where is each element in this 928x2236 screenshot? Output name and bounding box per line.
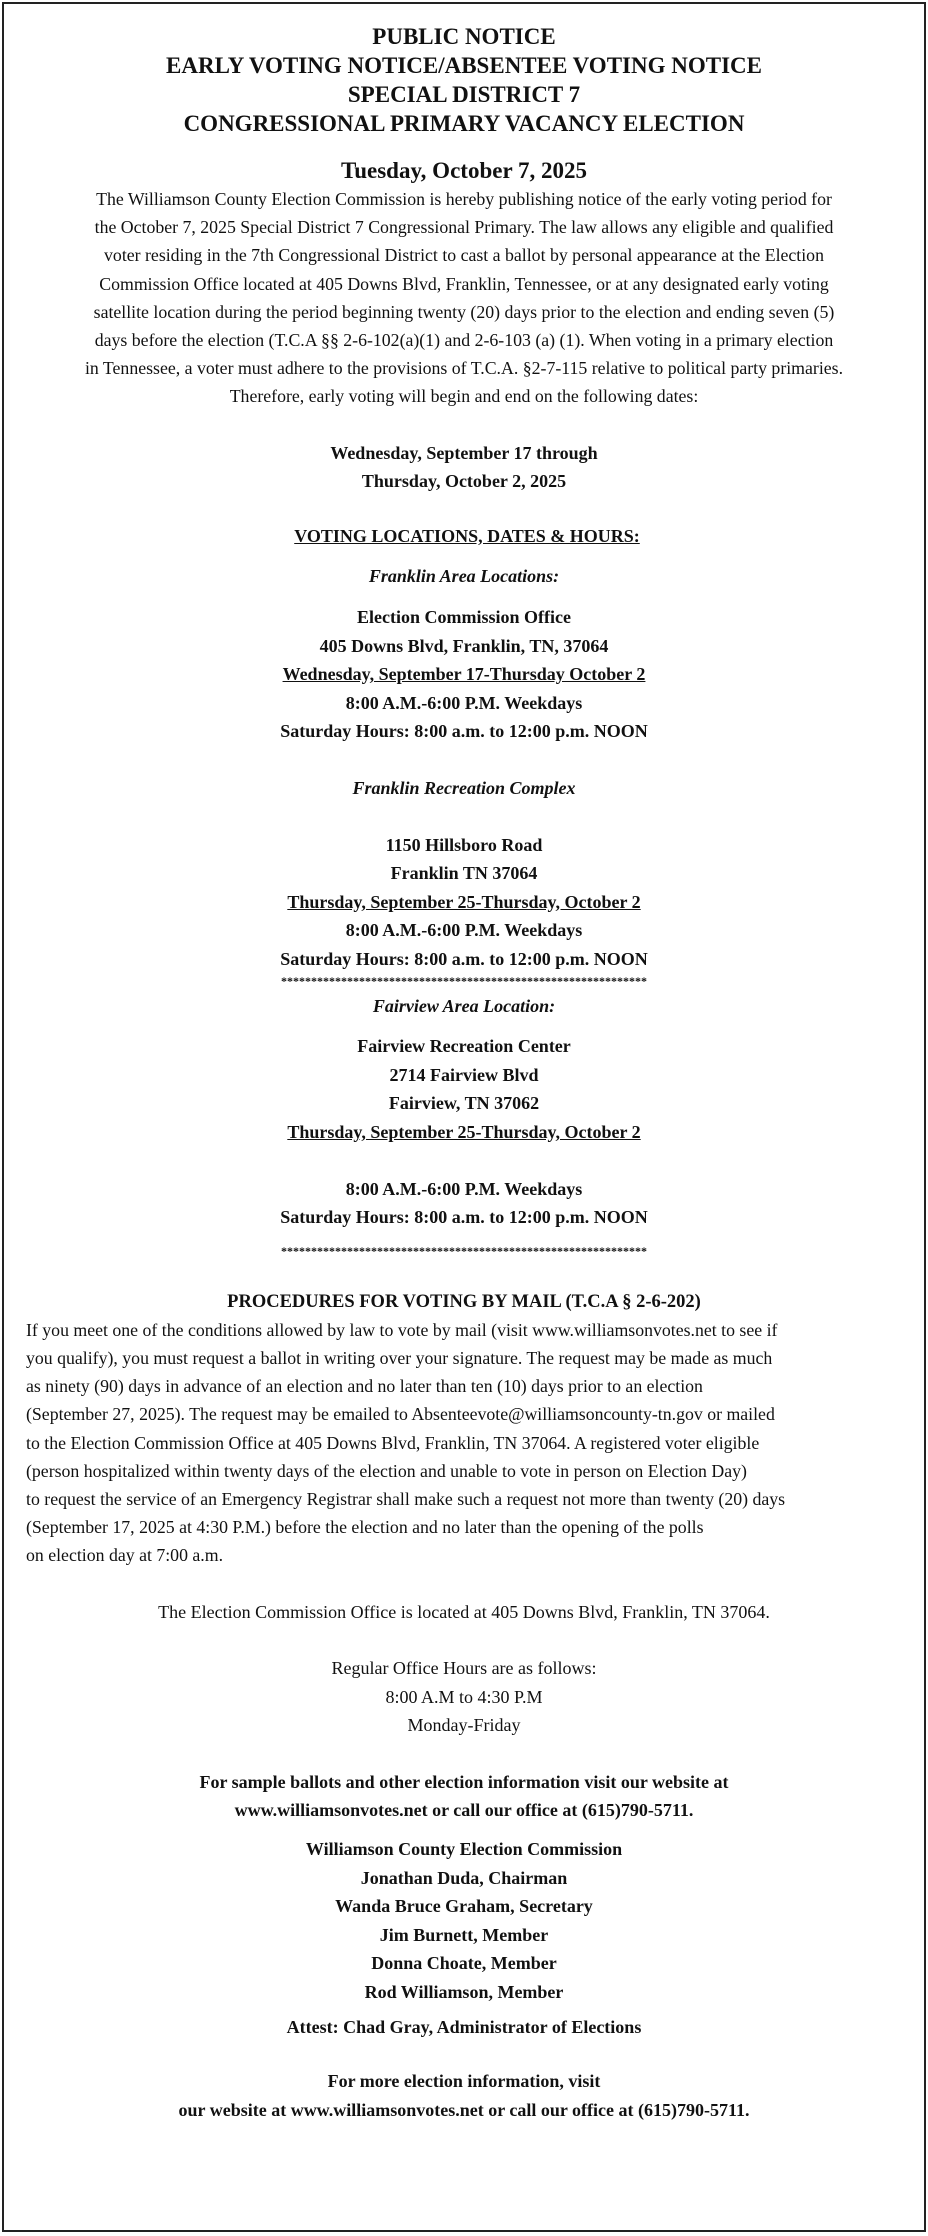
commission-member: Jim Burnett, Member <box>379 1924 549 1945</box>
divider-stars: ************************************************************* <box>281 1243 647 1258</box>
public-notice <box>2 2 926 2232</box>
office-dates <box>4 660 924 689</box>
office-dates-text: Wednesday, September 17-Thursday October 2 <box>282 664 646 685</box>
fairview-name: Fairview Recreation Center <box>357 1036 571 1057</box>
office-hours: 8:00 A.M.-6:00 P.M. Weekdays <box>345 692 583 713</box>
mail-line: as ninety (90) days in advance of an election and no later than ten (10) days prior to an election <box>26 1376 703 1397</box>
intro-line: The Williamson County Election Commission is hereby publishing notice of the early voting period for <box>96 189 832 209</box>
mail-line: you qualify), you must request a ballot in writing over your signature. The request may be made as much <box>26 1347 773 1368</box>
footer-info <box>4 2067 924 2124</box>
header-line-1: PUBLIC NOTICE <box>372 24 556 49</box>
divider-stars: ************************************************************* <box>281 973 647 988</box>
early-voting-dates <box>4 439 924 496</box>
locations-heading <box>4 522 924 551</box>
footer-line-2: our website at www.williamsonvotes.net or call our office at (615)790-5711. <box>178 2099 750 2120</box>
rec-dates-text: Thursday, September 25-Thursday, October 2 <box>287 891 641 912</box>
mail-line: (September 17, 2025 at 4:30 P.M.) before the election and no later than the opening of the polls <box>26 1517 704 1538</box>
fairview-dates-text: Thursday, September 25-Thursday, October 2 <box>287 1121 641 1142</box>
sample-ballots-line-1: For sample ballots and other election information visit our website at <box>199 1771 729 1792</box>
commission-name: Williamson County Election Commission <box>305 1839 623 1860</box>
office-name: Election Commission Office <box>357 607 571 627</box>
intro-line: Therefore, early voting will begin and end on the following dates: <box>229 386 699 407</box>
header-line-4: CONGRESSIONAL PRIMARY VACANCY ELECTION <box>183 111 745 136</box>
intro-paragraph <box>4 185 924 411</box>
mail-line: (September 27, 2025). The request may be emailed to Absenteevote@williamsoncounty-tn.gov or mailed <box>26 1404 775 1425</box>
header-line-2: EARLY VOTING NOTICE/ABSENTEE VOTING NOTICE <box>166 53 762 78</box>
office-location-statement: The Election Commission Office is located at 405 Downs Blvd, Franklin, TN 37064. <box>158 1601 770 1622</box>
commission-member: Rod Williamson, Member <box>364 1982 564 2003</box>
intro-line: in Tennessee, a voter must adhere to the provisions of T.C.A. §2-7-115 relative to political party primaries. <box>84 358 844 379</box>
sample-ballots-info <box>4 1768 924 1825</box>
rec-city: Franklin TN 37064 <box>390 863 538 884</box>
mail-line: If you meet one of the conditions allowed by law to vote by mail (visit www.williamsonvotes.net to see if <box>26 1319 778 1340</box>
mail-line: on election day at 7:00 a.m. <box>26 1545 224 1566</box>
mail-line: to the Election Commission Office at 405 Downs Blvd, Franklin, TN 37064. A registered voter eligible <box>26 1432 760 1453</box>
mail-procedures-heading: PROCEDURES FOR VOTING BY MAIL (T.C.A § 2-6-202) <box>227 1291 701 1312</box>
fairview-location <box>4 1032 924 1232</box>
header-line-3: SPECIAL DISTRICT 7 <box>347 82 581 107</box>
office-address: 405 Downs Blvd, Franklin, TN, 37064 <box>319 635 609 656</box>
locations-heading-text: VOTING LOCATIONS, DATES & HOURS: <box>294 525 640 546</box>
mail-procedures-paragraph <box>4 1316 924 1570</box>
rec-dates <box>4 888 924 917</box>
fairview-city: Fairview, TN 37062 <box>388 1093 540 1114</box>
intro-line: satellite location during the period beginning twenty (20) days prior to the election and ending seven (5) <box>93 301 835 322</box>
notice-header <box>4 4 924 138</box>
early-voting-start: Wednesday, September 17 through <box>330 442 598 463</box>
fairview-hours: 8:00 A.M.-6:00 P.M. Weekdays <box>345 1178 583 1199</box>
attest-line: Attest: Chad Gray, Administrator of Elections <box>286 2016 642 2037</box>
fairview-street: 2714 Fairview Blvd <box>389 1064 539 1085</box>
intro-line: Commission Office located at 405 Downs Blvd, Franklin, Tennessee, or at any designated early voting <box>99 273 829 294</box>
intro-line: voter residing in the 7th Congressional District to cast a ballot by personal appearance at the Election <box>104 245 824 266</box>
fairview-area-heading: Fairview Area Location: <box>372 995 556 1016</box>
commission-member: Jonathan Duda, Chairman <box>360 1867 568 1888</box>
office-hours-time: 8:00 A.M to 4:30 P.M <box>385 1686 543 1707</box>
footer-line-1: For more election information, visit <box>327 2071 601 2092</box>
intro-line: the October 7, 2025 Special District 7 Congressional Primary. The law allows any eligible and qualified <box>94 217 834 238</box>
sample-ballots-line-2: www.williamsonvotes.net or call our office at (615)790-5711. <box>234 1800 694 1821</box>
commission-member: Donna Choate, Member <box>371 1953 557 1974</box>
commission-member: Wanda Bruce Graham, Secretary <box>335 1896 593 1917</box>
rec-street: 1150 Hillsboro Road <box>385 834 543 855</box>
regular-office-hours <box>4 1654 924 1740</box>
office-saturday-hours: Saturday Hours: 8:00 a.m. to 12:00 p.m. NOON <box>280 721 648 742</box>
election-date: Tuesday, October 7, 2025 <box>340 158 587 183</box>
fairview-saturday-hours: Saturday Hours: 8:00 a.m. to 12:00 p.m. NOON <box>280 1207 648 1228</box>
intro-line: days before the election (T.C.A §§ 2-6-102(a)(1) and 2-6-103 (a) (1). When voting in a primary election <box>94 330 834 351</box>
rec-saturday-hours: Saturday Hours: 8:00 a.m. to 12:00 p.m. NOON <box>280 948 648 969</box>
franklin-rec-name: Franklin Recreation Complex <box>352 777 576 798</box>
franklin-area-heading: Franklin Area Locations: <box>368 566 560 587</box>
franklin-rec-location <box>4 831 924 974</box>
office-hours-label: Regular Office Hours are as follows: <box>331 1658 597 1679</box>
mail-line: (person hospitalized within twenty days of the election and unable to vote in person on Election Day) <box>26 1460 747 1481</box>
commission-roster <box>4 1835 924 2041</box>
early-voting-end: Thursday, October 2, 2025 <box>361 471 567 492</box>
rec-hours: 8:00 A.M.-6:00 P.M. Weekdays <box>345 920 583 941</box>
election-office-location <box>4 603 924 746</box>
mail-line: to request the service of an Emergency Registrar shall make such a request not more than twenty (20) days <box>26 1488 786 1509</box>
fairview-dates <box>4 1118 924 1147</box>
office-hours-days: Monday-Friday <box>407 1715 521 1736</box>
